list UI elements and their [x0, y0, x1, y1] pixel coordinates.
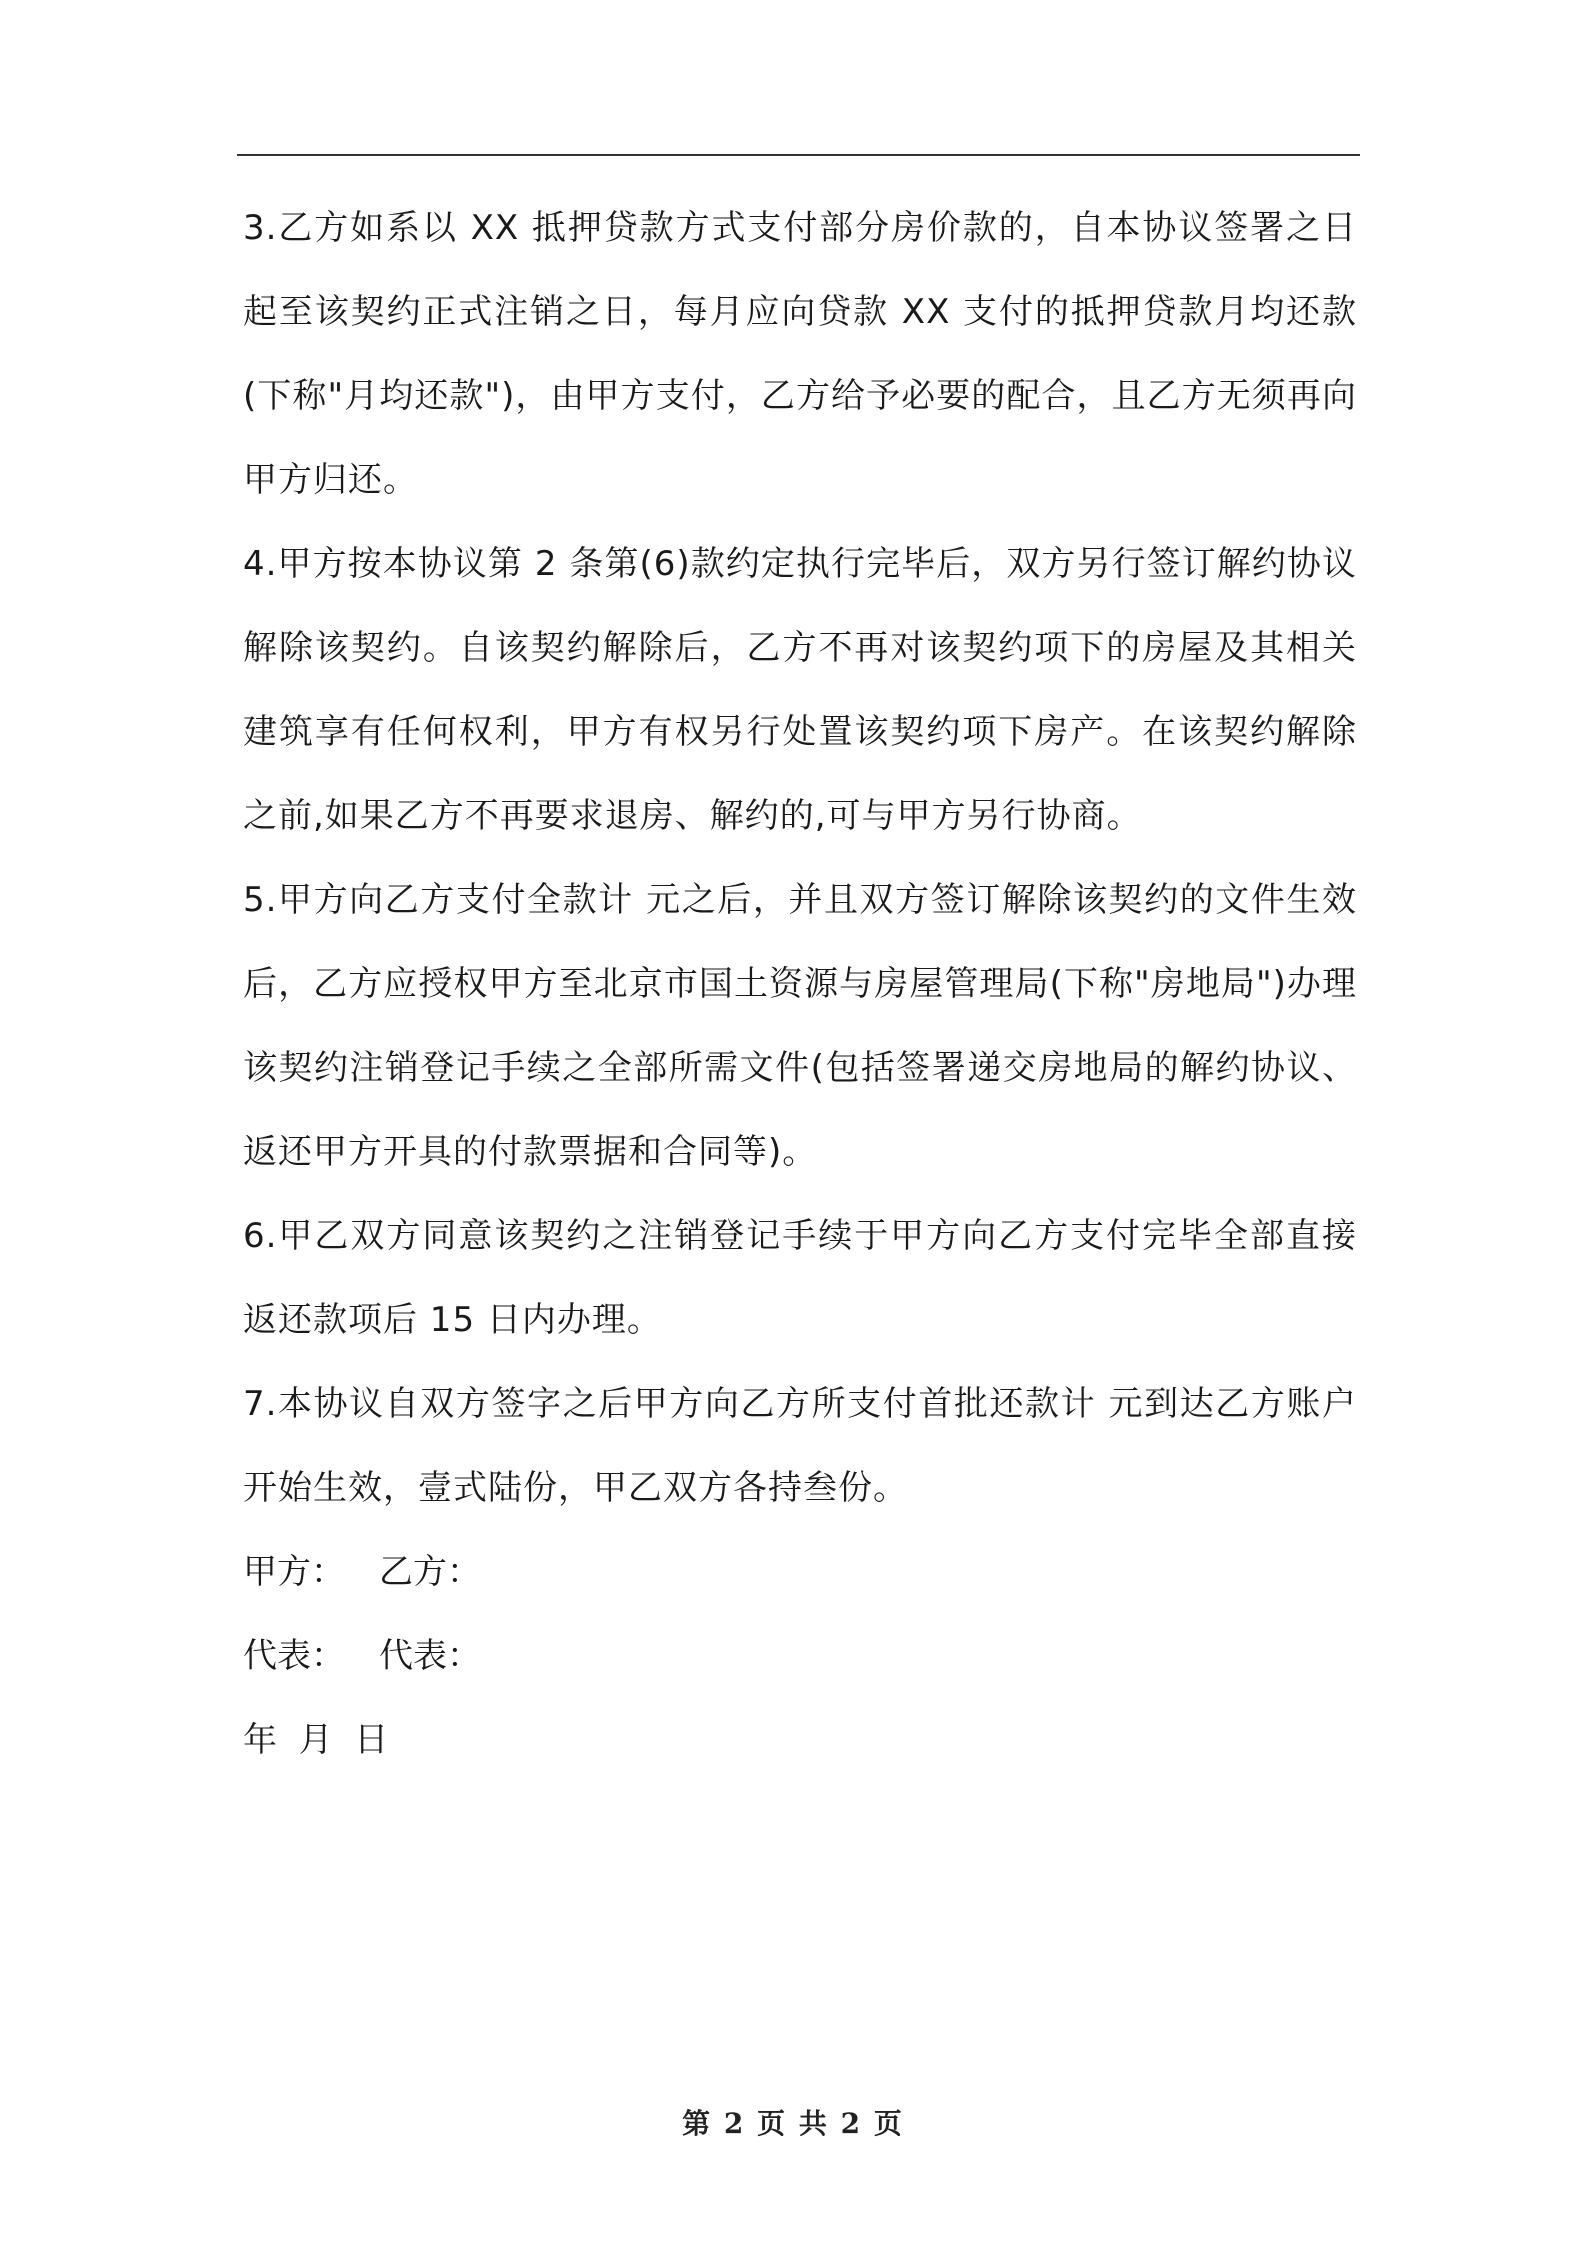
party-b-label: 乙方：	[379, 1552, 481, 1592]
party-a-label: 甲方：	[243, 1552, 345, 1592]
party-signature-line	[243, 1530, 1357, 1614]
clause-3: 3.乙方如系以 XX 抵押贷款方式支付部分房价款的，自本协议签署之日起至该契约正式注销之日，每月应向贷款 XX 支付的抵押贷款月均还款(下称"月均还款")，由甲方支付，乙方给予必要的配合，且乙方无须再向甲方归还。	[243, 208, 1357, 500]
representative-signature-line	[243, 1614, 1357, 1698]
header-divider	[237, 154, 1360, 156]
rep-a-label: 代表：	[243, 1636, 345, 1676]
clause-5: 5.甲方向乙方支付全款计 元之后，并且双方签订解除该契约的文件生效后，乙方应授权甲方至北京市国土资源与房屋管理局(下称"房地局")办理该契约注销登记手续之全部所需文件(包括签署递交房地局的解约协议、返还甲方开具的付款票据和合同等)。	[243, 880, 1357, 1172]
clause-6: 6.甲乙双方同意该契约之注销登记手续于甲方向乙方支付完毕全部直接返还款项后 15 日内办理。	[243, 1216, 1357, 1340]
clause-7: 7.本协议自双方签字之后甲方向乙方所支付首批还款计 元到达乙方账户开始生效，壹式陆份，甲乙双方各持叁份。	[243, 1384, 1357, 1508]
document-body	[243, 186, 1357, 1782]
rep-b-label: 代表：	[379, 1636, 481, 1676]
clause-4: 4.甲方按本协议第 2 条第(6)款约定执行完毕后，双方另行签订解约协议解除该契约。自该契约解除后，乙方不再对该契约项下的房屋及其相关建筑享有任何权利，甲方有权另行处置该契约项下房产。在该契约解除之前,如果乙方不再要求退房、解约的,可与甲方另行协商。	[243, 544, 1357, 836]
date-line: 年 月 日	[243, 1720, 389, 1760]
page-number-footer: 第 2 页 共 2 页	[682, 2107, 904, 2140]
